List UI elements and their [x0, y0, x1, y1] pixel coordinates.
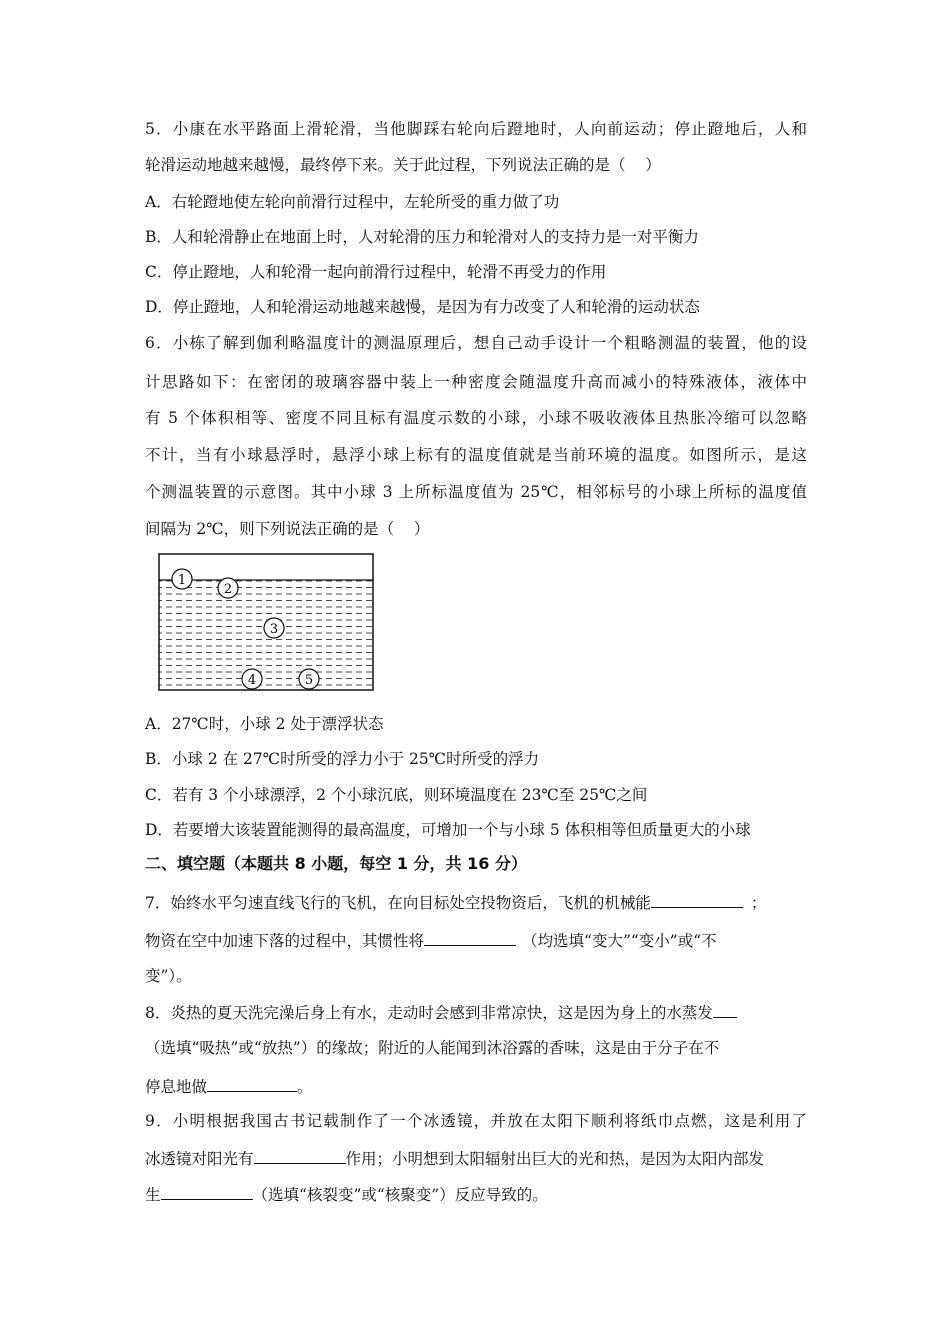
ball-2: [218, 578, 238, 598]
ball-5: [299, 669, 319, 689]
q5-stem-line-1: 5．小康在水平路面上滑轮滑，当他脚踩右轮向后蹬地时，人向前运动；停止蹬地后，人和: [145, 120, 807, 138]
q7-blank-1[interactable]: [651, 891, 743, 908]
liquid: [159, 580, 373, 690]
q5-stem-line-2: 轮滑运动地越来越慢，最终停下来。关于此过程，下列说法正确的是（ ）: [145, 156, 661, 174]
ball-3-label: 3: [269, 622, 279, 637]
q6-option-a: A．27℃时，小球 2 处于漂浮状态: [145, 715, 384, 733]
q5-option-d: D．停止蹬地，人和轮滑运动地越来越慢，是因为有力改变了人和轮滑的运动状态: [145, 298, 700, 316]
q6-stem-line-3: 有 5 个体积相等、密度不同且标有温度示数的小球，小球不吸收液体且热胀冷缩可以忽略: [145, 409, 807, 427]
q5-option-b: B．人和轮滑静止在地面上时，人对轮滑的压力和轮滑对人的支持力是一对平衡力: [145, 228, 699, 246]
section-heading: 二、填空题（本题共 8 小题，每空 1 分，共 16 分）: [145, 854, 527, 873]
q6-stem-line-2: 计思路如下：在密闭的玻璃容器中装上一种密度会随温度升高而减小的特殊液体，液体中: [145, 373, 807, 391]
ball-1: [172, 569, 192, 589]
q5-option-a: A．右轮蹬地使左轮向前滑行过程中，左轮所受的重力做了功: [145, 193, 560, 211]
q9-blank-1[interactable]: [254, 1147, 346, 1164]
q9-blank-2[interactable]: [161, 1183, 253, 1200]
q6-stem-line-4: 不计，当有小球悬浮时，悬浮小球上标有的温度值就是当前环境的温度。如图所示，是这: [145, 446, 807, 464]
q9-line-2: 冰透镜对阳光有 作用；小明想到太阳辐射出巨大的光和热，是因为太阳内部发: [145, 1147, 764, 1169]
q6-option-d: D．若要增大该装置能测得的最高温度，可增加一个与小球 5 体积相等但质量更大的小球: [145, 821, 751, 839]
ball-1-label: 1: [177, 573, 187, 588]
thermometer-container-figure: [155, 552, 377, 694]
q6-option-c: C．若有 3 个小球漂浮，2 个小球沉底，则环境温度在 23℃至 25℃之间: [145, 786, 648, 804]
q5-option-c: C．停止蹬地，人和轮滑一起向前滑行过程中，轮滑不再受力的作用: [145, 263, 607, 281]
ball-5-label: 5: [304, 673, 314, 688]
q8-line-1: 8．炎热的夏天洗完澡后身上有水，走动时会感到非常凉快，这是因为身上的水蒸发: [145, 1001, 737, 1023]
q9-line-3: 生 （选填“核裂变”或“核聚变”）反应导致的。: [145, 1183, 548, 1205]
ball-4-label: 4: [247, 673, 257, 688]
q6-stem-line-1: 6．小栋了解到伽利略温度计的测温原理后，想自己动手设计一个粗略测温的装置，他的设: [145, 334, 807, 352]
q7-line-3: 变”）。: [145, 967, 192, 985]
q7-blank-2[interactable]: [424, 929, 516, 946]
q6-stem-line-5: 个测温装置的示意图。其中小球 3 上所标温度值为 25℃，相邻标号的小球上所标的温度值: [145, 483, 807, 501]
q8-blank-1[interactable]: [713, 1001, 737, 1018]
q9-line-1: 9．小明根据我国古书记载制作了一个冰透镜，并放在太阳下顺利将纸巾点燃，这是利用了: [145, 1112, 807, 1130]
ball-4: [242, 669, 262, 689]
q6-option-b: B．小球 2 在 27℃时所受的浮力小于 25℃时所受的浮力: [145, 750, 540, 768]
ball-2-label: 2: [223, 582, 233, 597]
q8-blank-2[interactable]: [207, 1075, 297, 1092]
q6-stem-line-6: 间隔为 2℃，则下列说法正确的是（ ）: [145, 520, 430, 538]
q7-line-1: 7．始终水平匀速直线飞行的飞机，在向目标处空投物资后，飞机的机械能 ；: [145, 891, 766, 913]
q8-line-3: 停息地做 。: [145, 1075, 313, 1097]
ball-3: [264, 618, 284, 638]
q7-line-2: 物资在空中加速下落的过程中，其惯性将 （均选填“变大”“变小”或“不: [145, 929, 717, 951]
q8-line-2: （选填“吸热”或“放热”）的缘故；附近的人能闻到沐浴露的香味，这是由于分子在不: [145, 1039, 720, 1057]
